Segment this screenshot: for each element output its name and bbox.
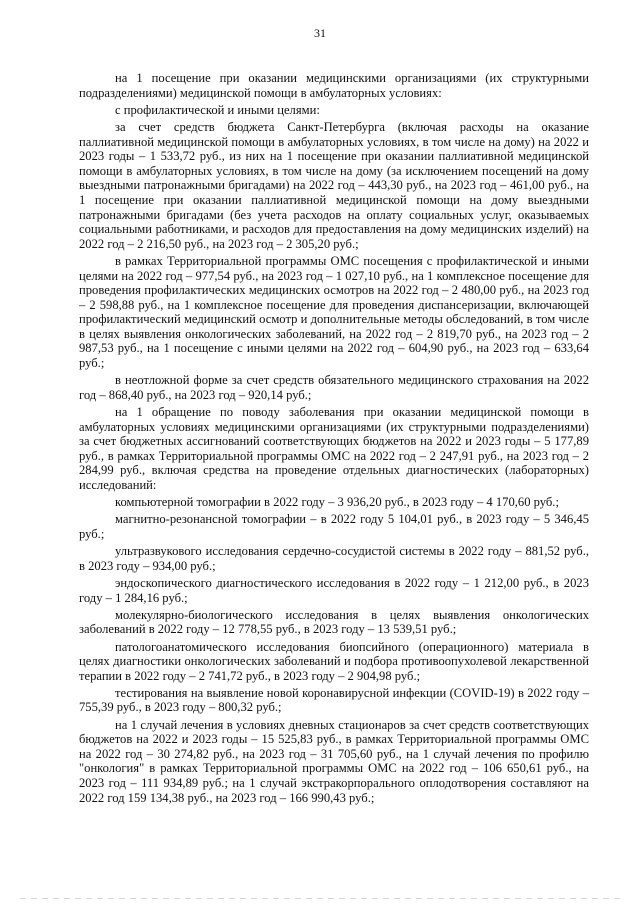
document-body bbox=[79, 71, 589, 808]
paragraph-mri: магнитно-резонансной томографии – в 2022 году 5 104,01 руб., в 2023 году – 5 346,45 руб.; bbox=[79, 512, 589, 541]
paragraph-covid-test: тестирования на выявление новой коронавирусной инфекции (COVID-19) в 2022 году – 755,39 руб., в 2023 году – 800,32 руб.; bbox=[79, 685, 589, 715]
paragraph-disease-visit: на 1 обращение по поводу заболевания при оказании медицинской помощи в амбулаторных условиях медицинскими организациями (их структурными подразделениями) за счет бюджетных ассигнований соответствующих бюджетов на 2022 и 2023 годы – 5 177,89 руб., в рамках Территориальной программы ОМС на 2022 год – 2 247,91 руб., на 2023 год – 2 284,99 руб., включая средства на проведение отдельных диагностических (лабораторных) исследований: bbox=[79, 405, 589, 492]
paragraph-spb-budget: за счет средств бюджета Санкт-Петербурга (включая расходы на оказание паллиативной медицинской помощи в амбулаторных условиях, в том числе на дому) на 2022 и 2023 годы – 1 533,72 руб., из них на 1 посещение при оказании паллиативной медицинской помощи в амбулаторных условиях, в том числе на дому (за исключением посещений на дому выездными патронажными бригадами) на 2022 год – 443,30 руб., на 2023 год – 461,00 руб., на 1 посещение при оказании паллиативной медицинской помощи на дому выездными патронажными бригадами (без учета расходов на оплату социальных услуг, оказываемых социальными работниками, и расходов для предоставления на дому медицинских изделий) на 2022 год – 2 216,50 руб., на 2023 год – 2 305,20 руб.; bbox=[79, 119, 589, 251]
paragraph-oms-visits: в рамках Территориальной программы ОМС посещения с профилактической и иными целями на 2022 год – 977,54 руб., на 2023 год – 1 027,10 руб., на 1 комплексное посещение для проведения профилактических медицинских осмотров на 2022 год – 2 480,00 руб., на 2023 год – 2 598,88 руб., на 1 комплексное посещение для проведения диспансеризации, включающей профилактический медицинский осмотр и дополнительные методы обследований, в том числе в целях выявления онкологических заболеваний, на 2022 год – 2 819,70 руб., на 2023 год – 2 987,53 руб., на 1 посещение с иными целями на 2022 год – 604,90 руб., на 2023 год – 633,64 руб.; bbox=[79, 253, 589, 371]
page-number: 31 bbox=[314, 26, 326, 40]
paragraph-molecular: молекулярно-биологического исследования в целях выявления онкологических заболеваний в 2022 году – 12 778,55 руб., в 2023 году – 13 539,51 руб.; bbox=[79, 607, 589, 637]
paragraph-ultrasound: ультразвукового исследования сердечно-сосудистой системы в 2022 году – 881,52 руб., в 2023 году – 934,00 руб.; bbox=[79, 544, 589, 573]
paragraph-pathology: патологоанатомического исследования биопсийного (операционного) материала в целях диагностики онкологических заболеваний и подбора противоопухолевой лекарственной терапии в 2022 году – 2 741,72 руб., в 2023 году – 2 904,98 руб.; bbox=[79, 639, 589, 683]
scan-artifact-line bbox=[20, 898, 620, 899]
paragraph-urgent-care: в неотложной форме за счет средств обязательного медицинского страхования на 2022 год – 868,40 руб., на 2023 год – 920,14 руб.; bbox=[79, 373, 589, 402]
paragraph-day-hospital: на 1 случай лечения в условиях дневных стационаров за счет средств соответствующих бюджетов на 2022 и 2023 годы – 15 525,83 руб., в рамках Территориальной программы ОМС на 2022 год – 30 274,82 руб., на 2023 год – 31 705,60 руб., на 1 случай лечения по профилю "онкология" в рамках Территориальной программы ОМС на 2022 год – 106 650,61 руб., на 2023 год – 111 934,89 руб.; на 1 случай экстракорпорального оплодотворения составляют на 2022 год 159 134,38 руб., на 2023 год – 166 990,43 руб.; bbox=[79, 717, 589, 805]
paragraph-intro: на 1 посещение при оказании медицинскими организациями (их структурными подразделениями) медицинской помощи в амбулаторных условиях: bbox=[79, 71, 589, 100]
paragraph-prophylactic-heading: с профилактической и иными целями: bbox=[115, 102, 320, 117]
paragraph-ct: компьютерной томографии в 2022 году – 3 936,20 руб., в 2023 году – 4 170,60 руб.; bbox=[115, 495, 559, 510]
paragraph-endoscopy: эндоскопического диагностического исследования в 2022 году – 1 212,00 руб., в 2023 году – 1 284,16 руб.; bbox=[79, 575, 589, 605]
